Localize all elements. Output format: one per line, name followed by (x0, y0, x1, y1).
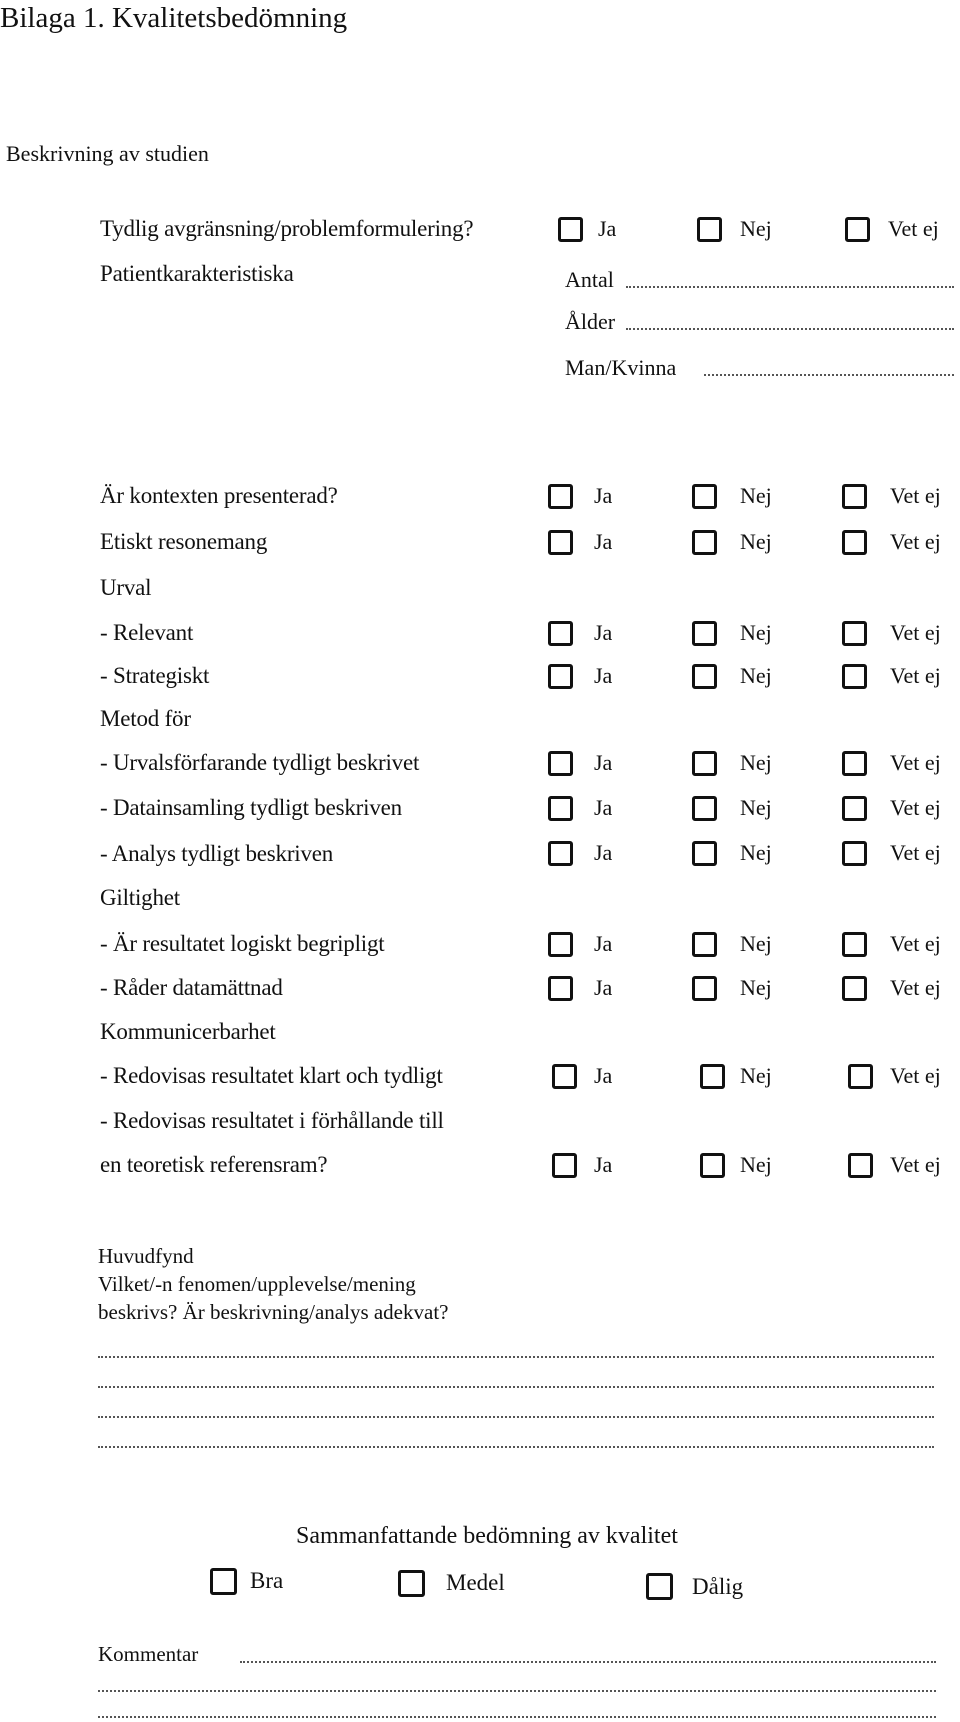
option-label-vet-ej: Vet ej (890, 1152, 941, 1177)
section-heading: Beskrivning av studien (6, 141, 209, 166)
option-label-vet-ej: Vet ej (890, 620, 941, 645)
checkbox-ja[interactable] (548, 751, 573, 776)
option-label-vet-ej: Vet ej (890, 483, 941, 508)
checkbox-vet-ej[interactable] (845, 217, 870, 242)
question-label: - Analys tydligt beskriven (100, 841, 334, 866)
option-label-bra: Bra (250, 1568, 284, 1593)
option-label-ja: Ja (594, 750, 613, 775)
summary-heading: Sammanfattande bedömning av kvalitet (296, 1523, 678, 1549)
option-label-medel: Medel (446, 1570, 505, 1595)
patient-characteristics-label: Patientkarakteristiska (100, 261, 294, 286)
option-label-vet-ej: Vet ej (890, 529, 941, 554)
question-label: - Strategiskt (100, 663, 210, 688)
option-label-vet-ej: Vet ej (890, 1063, 941, 1088)
checkbox-nej[interactable] (692, 530, 717, 555)
option-label-nej: Nej (740, 483, 772, 508)
checkbox-nej[interactable] (700, 1064, 725, 1089)
checkbox-nej[interactable] (692, 841, 717, 866)
option-label-ja: Ja (594, 931, 613, 956)
checkbox-ja[interactable] (548, 664, 573, 689)
option-label-vet-ej: Vet ej (890, 931, 941, 956)
option-label-nej: Nej (740, 795, 772, 820)
checkbox-vet-ej[interactable] (842, 621, 867, 646)
checkbox-ja[interactable] (558, 217, 583, 242)
checkbox-nej[interactable] (692, 751, 717, 776)
option-label-nej: Nej (740, 663, 772, 688)
question-label: - Urvalsförfarande tydligt beskrivet (100, 750, 420, 775)
kommentar-line[interactable] (98, 1690, 936, 1692)
question-label: - Redovisas resultatet klart och tydligt (100, 1063, 443, 1088)
question-label: - Relevant (100, 620, 194, 645)
question-label: Etiskt resonemang (100, 529, 268, 554)
option-label-ja: Ja (594, 840, 613, 865)
checkbox-nej[interactable] (692, 621, 717, 646)
question-label-line1: - Redovisas resultatet i förhållande till (100, 1108, 444, 1133)
checkbox-dalig[interactable] (646, 1573, 673, 1600)
option-label-ja: Ja (594, 1063, 613, 1088)
option-label-ja: Ja (594, 795, 613, 820)
checkbox-ja[interactable] (548, 484, 573, 509)
option-label-nej: Nej (740, 216, 772, 241)
huvudfynd-answer-line[interactable] (98, 1386, 934, 1388)
checkbox-vet-ej[interactable] (848, 1064, 873, 1089)
checkbox-ja[interactable] (552, 1153, 577, 1178)
field-label-antal: Antal (565, 267, 614, 292)
huvudfynd-heading: Huvudfynd (98, 1244, 194, 1268)
checkbox-nej[interactable] (692, 664, 717, 689)
question-label: - Datainsamling tydligt beskriven (100, 795, 402, 820)
question-label: - Råder datamättnad (100, 975, 283, 1000)
checkbox-vet-ej[interactable] (842, 841, 867, 866)
huvudfynd-question-line1: Vilket/-n fenomen/upplevelse/mening (98, 1272, 416, 1296)
checkbox-bra[interactable] (210, 1568, 237, 1595)
checkbox-nej[interactable] (692, 796, 717, 821)
option-label-ja: Ja (594, 529, 613, 554)
option-label-vet-ej: Vet ej (888, 216, 939, 241)
option-label-ja: Ja (594, 483, 613, 508)
option-label-vet-ej: Vet ej (890, 663, 941, 688)
checkbox-nej[interactable] (697, 217, 722, 242)
checkbox-ja[interactable] (548, 621, 573, 646)
question-label: Tydlig avgränsning/problemformulering? (100, 216, 474, 241)
field-line-alder[interactable] (626, 328, 954, 330)
checkbox-ja[interactable] (552, 1064, 577, 1089)
checkbox-ja[interactable] (548, 530, 573, 555)
kommentar-line[interactable] (240, 1661, 936, 1663)
checkbox-vet-ej[interactable] (842, 530, 867, 555)
question-label-line2: en teoretisk referensram? (100, 1152, 328, 1177)
field-line-antal[interactable] (626, 286, 954, 288)
option-label-nej: Nej (740, 931, 772, 956)
option-label-ja: Ja (598, 216, 617, 241)
option-label-nej: Nej (740, 1063, 772, 1088)
option-label-nej: Nej (740, 840, 772, 865)
option-label-nej: Nej (740, 529, 772, 554)
checkbox-vet-ej[interactable] (842, 484, 867, 509)
option-label-ja: Ja (594, 1152, 613, 1177)
option-label-dalig: Dålig (692, 1574, 744, 1599)
checkbox-nej[interactable] (692, 484, 717, 509)
huvudfynd-answer-line[interactable] (98, 1356, 934, 1358)
checkbox-nej[interactable] (692, 976, 717, 1001)
checkbox-vet-ej[interactable] (842, 664, 867, 689)
option-label-vet-ej: Vet ej (890, 795, 941, 820)
option-label-nej: Nej (740, 620, 772, 645)
question-label: - Är resultatet logiskt begripligt (100, 931, 385, 956)
huvudfynd-answer-line[interactable] (98, 1446, 934, 1448)
kommentar-line[interactable] (98, 1716, 936, 1718)
option-label-ja: Ja (594, 620, 613, 645)
option-label-vet-ej: Vet ej (890, 840, 941, 865)
question-label: Är kontexten presenterad? (100, 483, 338, 508)
option-label-vet-ej: Vet ej (890, 750, 941, 775)
option-label-vet-ej: Vet ej (890, 975, 941, 1000)
kommentar-label: Kommentar (98, 1642, 199, 1666)
kommunicerbarhet-heading: Kommunicerbarhet (100, 1019, 276, 1044)
field-line-man-kvinna[interactable] (704, 374, 954, 376)
option-label-nej: Nej (740, 750, 772, 775)
page-title: Bilaga 1. Kvalitetsbedömning (0, 2, 348, 34)
checkbox-nej[interactable] (692, 932, 717, 957)
checkbox-medel[interactable] (398, 1570, 425, 1597)
field-label-man-kvinna: Man/Kvinna (565, 355, 677, 380)
checkbox-nej[interactable] (700, 1153, 725, 1178)
huvudfynd-answer-line[interactable] (98, 1416, 934, 1418)
huvudfynd-question-line2: beskrivs? Är beskrivning/analys adekvat? (98, 1300, 449, 1324)
checkbox-ja[interactable] (548, 841, 573, 866)
checkbox-vet-ej[interactable] (842, 751, 867, 776)
option-label-nej: Nej (740, 1152, 772, 1177)
checkbox-vet-ej[interactable] (842, 976, 867, 1001)
urval-heading: Urval (100, 575, 152, 600)
checkbox-ja[interactable] (548, 796, 573, 821)
checkbox-vet-ej[interactable] (842, 796, 867, 821)
option-label-ja: Ja (594, 663, 613, 688)
option-label-nej: Nej (740, 975, 772, 1000)
checkbox-vet-ej[interactable] (848, 1153, 873, 1178)
checkbox-ja[interactable] (548, 976, 573, 1001)
field-label-alder: Ålder (565, 309, 616, 334)
giltighet-heading: Giltighet (100, 885, 180, 910)
checkbox-vet-ej[interactable] (842, 932, 867, 957)
checkbox-ja[interactable] (548, 932, 573, 957)
option-label-ja: Ja (594, 975, 613, 1000)
metod-heading: Metod för (100, 706, 191, 731)
